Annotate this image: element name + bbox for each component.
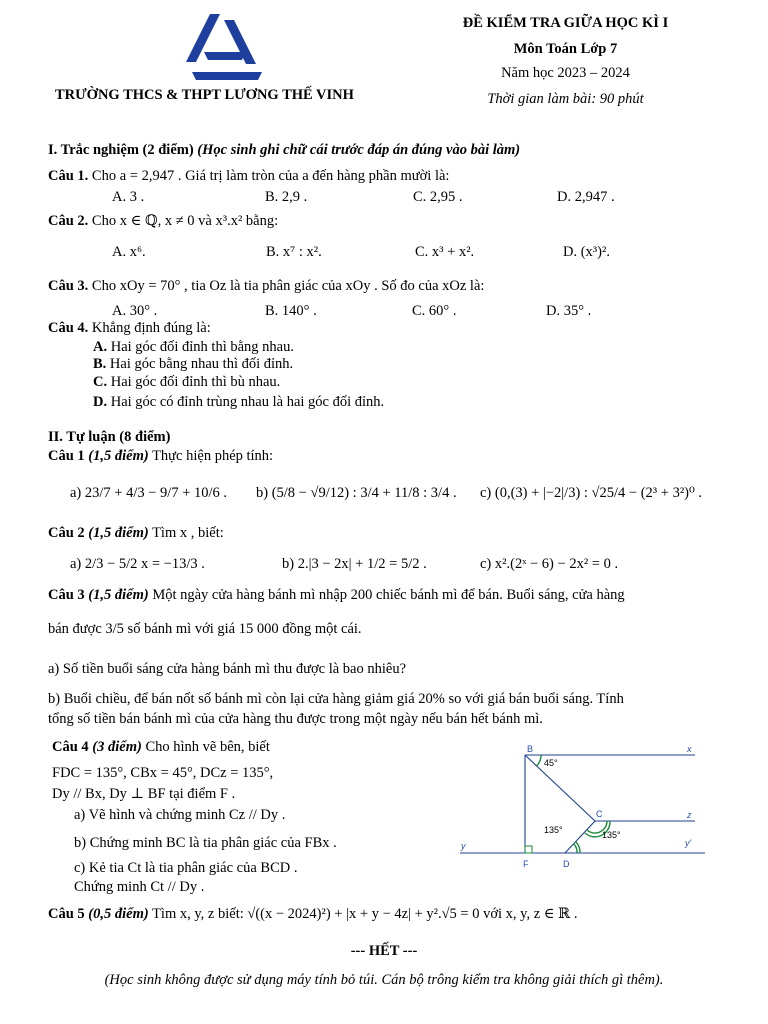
q4-option-c-letter: C.: [93, 374, 108, 390]
label-b: B: [527, 744, 534, 754]
p2-q2-text: Tìm x , biết:: [152, 525, 224, 541]
angle-mark-d: [574, 844, 578, 853]
p2-q1-label: Câu 1: [48, 448, 85, 464]
q4-text: Khẳng định đúng là:: [91, 320, 211, 336]
q4-label: Câu 4.: [48, 320, 89, 336]
p2-q3-text2: bán được 3/5 số bánh mì với giá 15 000 đồng một cái.: [48, 621, 362, 637]
p2-q4-points: (3 điểm): [92, 739, 142, 755]
school-logo: [186, 14, 268, 86]
label-z: z: [687, 810, 692, 820]
angle-mark-b: [537, 755, 541, 766]
p2-q3: [48, 588, 625, 603]
q4-option-b-letter: B.: [93, 356, 107, 372]
p2-q4: [52, 740, 270, 755]
school-name: TRƯỜNG THCS & THPT LƯƠNG THẾ VINH: [55, 87, 354, 103]
p2-q1-a: a) 23/7 + 4/3 − 9/7 + 10/6 .: [70, 485, 228, 501]
q4-option-d: [93, 395, 384, 410]
p2-q5-label: Câu 5: [48, 906, 85, 922]
q2-option-b: B. x⁷ : x².: [266, 244, 322, 260]
p2-q2-label: Câu 2: [48, 525, 85, 541]
p2-q4-c1: c) Kẻ tia Ct là tia phân giác của BCD .: [74, 860, 298, 876]
q1-option-b: B. 2,9 .: [265, 189, 308, 205]
geometry-figure: [455, 742, 715, 872]
p2-q2-b: b) 2.|3 − 2x| + 1/2 = 5/2 .: [282, 556, 427, 572]
q2-option-c: C. x³ + x².: [415, 244, 475, 260]
q2-label: Câu 2.: [48, 213, 89, 229]
right-angle-mark: [525, 846, 532, 853]
segment-bc: [525, 755, 595, 821]
p2-q4-given1: FDC = 135°, CBx = 45°, DCz = 135°,: [52, 765, 274, 781]
q4-option-b-text: Hai góc bằng nhau thì đối đỉnh.: [109, 356, 294, 372]
p2-q1-c: c) (0,(3) + |−2|/3) : √25/4 − (2³ + 3²)⁰ .: [480, 485, 703, 501]
q4: [48, 321, 211, 336]
p2-q4-c2: Chứng minh Ct // Dy .: [74, 879, 205, 895]
q3-label: Câu 3.: [48, 278, 89, 294]
label-f: F: [523, 859, 529, 869]
q3-option-b: B. 140° .: [265, 303, 317, 319]
q3: [48, 279, 484, 294]
p2-q1-points: (1,5 điểm): [88, 448, 149, 464]
label-y: y: [461, 841, 466, 851]
exam-subject: Môn Toán Lớp 7: [513, 41, 618, 57]
p2-q3-points: (1,5 điểm): [88, 587, 149, 603]
q1-option-a: A. 3 .: [112, 189, 145, 205]
q3-option-c: C. 60° .: [412, 303, 457, 319]
p2-q3-b2: tổng số tiền bán bánh mì của cửa hàng thu được trong một ngày nếu bán hết bánh mì.: [48, 711, 543, 727]
part2-title: II. Tự luận (8 điểm): [48, 429, 171, 445]
exam-title: ĐỀ KIỂM TRA GIỮA HỌC KÌ I: [462, 15, 669, 31]
q1-text: Cho a = 2,947 . Giá trị làm tròn của a đến hàng phần mười là:: [91, 168, 450, 184]
q4-option-a-text: Hai góc đối đỉnh thì bằng nhau.: [110, 339, 294, 355]
p2-q4-label: Câu 4: [52, 739, 89, 755]
p2-q4-b: b) Chứng minh BC là tia phân giác của FBx .: [74, 835, 337, 851]
p2-q1-b: b) (5/8 − √9/12) : 3/4 + 11/8 : 3/4 .: [256, 485, 457, 501]
q2-option-a: A. x⁶.: [112, 244, 146, 260]
angle-label-135-d: 135°: [544, 825, 563, 835]
q1-option-c: C. 2,95 .: [413, 189, 463, 205]
q4-option-d-letter: D.: [93, 394, 108, 410]
p2-q5-text: Tìm x, y, z biết: √((x − 2024)²) + |x + y − 4z| + y².√5 = 0 với x, y, z ∈ ℝ .: [152, 906, 578, 922]
part1-title-bold: I. Trắc nghiệm (2 điểm): [48, 142, 194, 158]
q4-option-a-letter: A.: [93, 339, 108, 355]
q2: [48, 214, 278, 229]
q1: [48, 169, 449, 184]
p2-q3-b1: b) Buổi chiều, để bán nốt số bánh mì còn lại cửa hàng giảm giá 20% so với giá bán buổi sáng. Tính: [48, 691, 624, 707]
part1-title-italic: (Học sinh ghi chữ cái trước đáp án đúng vào bài làm): [197, 142, 521, 158]
p2-q5-points: (0,5 điểm): [88, 906, 149, 922]
q2-text: Cho x ∈ ℚ, x ≠ 0 và x³.x² bằng:: [91, 213, 279, 229]
p2-q3-a: a) Số tiền buổi sáng cửa hàng bánh mì thu được là bao nhiêu?: [48, 661, 407, 677]
p2-q3-text: Một ngày cửa hàng bánh mì nhập 200 chiếc bánh mì để bán. Buổi sáng, cửa hàng: [152, 587, 625, 603]
q3-option-a: A. 30° .: [112, 303, 158, 319]
end-marker: --- HẾT ---: [350, 943, 418, 959]
q3-option-d: D. 35° .: [546, 303, 592, 319]
p2-q2-points: (1,5 điểm): [88, 525, 149, 541]
p2-q1-text: Thực hiện phép tính:: [152, 448, 274, 464]
label-d: D: [563, 859, 570, 869]
footer-note: (Học sinh không được sử dụng máy tính bỏ túi. Cán bộ trông kiểm tra không giải thích gì thêm).: [104, 972, 664, 988]
label-x: x: [687, 744, 692, 754]
q1-label: Câu 1.: [48, 168, 89, 184]
p2-q2-c: c) x².(2ˣ − 6) − 2x² = 0 .: [480, 556, 619, 572]
angle-label-45: 45°: [544, 758, 558, 768]
p2-q2-a: a) 2/3 − 5/2 x = −13/3 .: [70, 556, 205, 572]
q4-option-b: [93, 357, 293, 372]
q4-option-d-text: Hai góc có đỉnh trùng nhau là hai góc đối đỉnh.: [110, 394, 385, 410]
exam-year: Năm học 2023 – 2024: [501, 65, 630, 81]
p2-q5: [48, 907, 577, 922]
p2-q4-given2: Dy // Bx, Dy ⊥ BF tại điểm F .: [52, 786, 236, 802]
label-y-prime: y': [685, 838, 692, 848]
angle-label-135-c: 135°: [602, 830, 621, 840]
q4-option-c-text: Hai góc đối đỉnh thì bù nhau.: [110, 374, 281, 390]
part1-title: [48, 143, 520, 158]
q2-option-d: D. (x³)².: [563, 244, 610, 260]
q1-option-d: D. 2,947 .: [557, 189, 615, 205]
q3-text: Cho xOy = 70° , tia Oz là tia phân giác của xOy . Số đo của xOz là:: [91, 278, 485, 294]
p2-q4-a: a) Vẽ hình và chứng minh Cz // Dy .: [74, 807, 286, 823]
p2-q2: [48, 526, 224, 541]
label-c: C: [596, 809, 603, 819]
p2-q1: [48, 449, 273, 464]
q4-option-c: [93, 375, 280, 390]
q4-option-a: [93, 340, 294, 355]
exam-duration: Thời gian làm bài: 90 phút: [487, 91, 644, 107]
p2-q3-label: Câu 3: [48, 587, 85, 603]
p2-q4-text: Cho hình vẽ bên, biết: [145, 739, 270, 755]
